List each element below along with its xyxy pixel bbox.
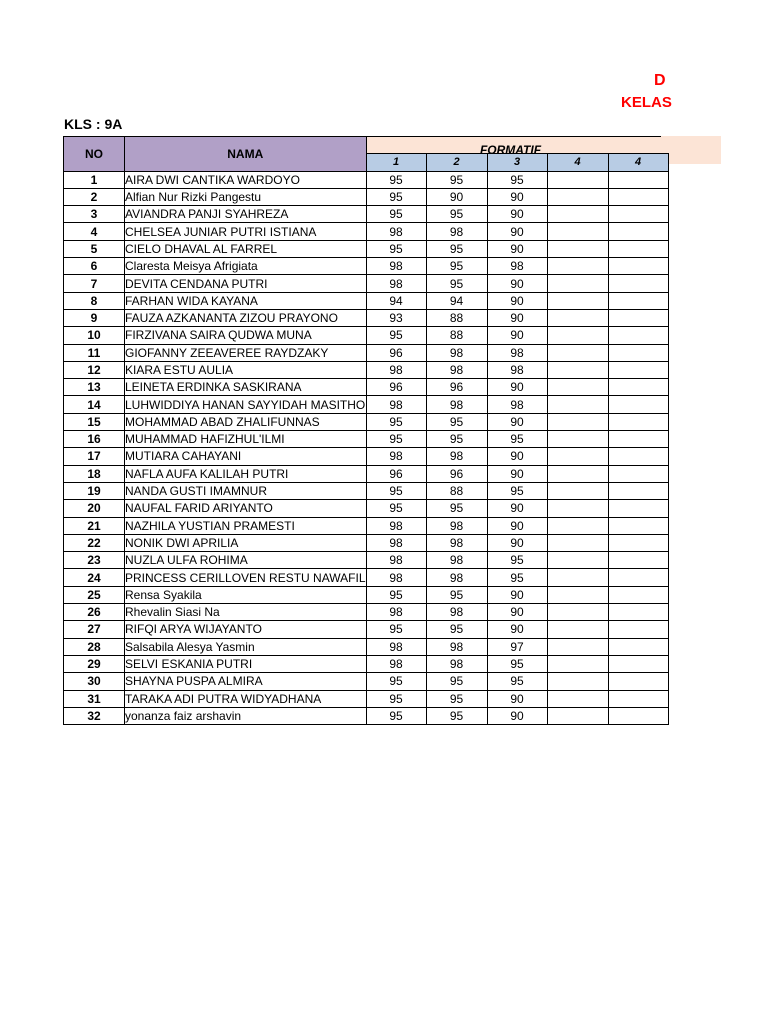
cell-no[interactable]: 23 [64, 552, 125, 569]
cell-formatif-3[interactable]: 95 [487, 171, 547, 188]
cell-formatif-1[interactable]: 98 [366, 275, 426, 292]
cell-nama[interactable]: SELVI ESKANIA PUTRI [125, 655, 367, 672]
class-title-fragment: KELAS [621, 94, 672, 111]
cell-nama[interactable]: PRINCESS CERILLOVEN RESTU NAWAFIL [125, 570, 366, 585]
cell-formatif-1[interactable]: 98 [366, 534, 426, 551]
cell-formatif-2[interactable]: 95 [426, 258, 487, 275]
cell-no[interactable]: 27 [64, 621, 125, 638]
cell-formatif-3[interactable]: 90 [487, 448, 547, 465]
cell-formatif-1[interactable]: 93 [366, 309, 426, 326]
cell-nama[interactable]: Claresta Meisya Afrigiata [125, 258, 367, 275]
header-formatif-2[interactable]: 2 [426, 154, 487, 171]
cell-formatif-2[interactable]: 95 [426, 413, 487, 430]
table-row [64, 292, 669, 309]
cell-no[interactable]: 17 [64, 448, 125, 465]
table-row [64, 500, 669, 517]
cell-formatif-1[interactable]: 95 [366, 327, 426, 344]
table-row [64, 534, 669, 551]
cell-formatif-2[interactable]: 98 [426, 517, 487, 534]
cell-formatif-3[interactable]: 90 [487, 690, 547, 707]
cell-formatif-4[interactable] [547, 690, 608, 707]
table-row [64, 361, 669, 378]
cell-formatif-1[interactable]: 95 [366, 413, 426, 430]
cell-formatif-3[interactable]: 98 [487, 344, 547, 361]
table-row [64, 569, 669, 586]
table-row [64, 327, 669, 344]
cell-formatif-2[interactable]: 94 [426, 292, 487, 309]
cell-formatif-5[interactable] [608, 206, 668, 223]
cell-no[interactable]: 1 [64, 171, 125, 188]
table-row [64, 673, 669, 690]
cell-formatif-2[interactable]: 88 [426, 309, 487, 326]
cell-formatif-4[interactable] [547, 361, 608, 378]
cell-formatif-4[interactable] [547, 465, 608, 482]
cell-formatif-1[interactable]: 95 [366, 707, 426, 724]
cell-formatif-4[interactable] [547, 344, 608, 361]
cell-nama[interactable]: Alfian Nur Rizki Pangestu [125, 188, 367, 205]
cell-formatif-4[interactable] [547, 534, 608, 551]
cell-nama[interactable]: FARHAN WIDA KAYANA [125, 292, 367, 309]
cell-formatif-3[interactable]: 90 [487, 240, 547, 257]
cell-no[interactable]: 32 [64, 707, 125, 724]
cell-formatif-4[interactable] [547, 673, 608, 690]
cell-formatif-4[interactable] [547, 292, 608, 309]
table-row [64, 240, 669, 257]
cell-formatif-2[interactable]: 98 [426, 344, 487, 361]
header-no[interactable]: NO [64, 137, 125, 172]
table-row [64, 258, 669, 275]
cell-formatif-2[interactable]: 98 [426, 604, 487, 621]
cell-nama[interactable]: FIRZIVANA SAIRA QUDWA MUNA [125, 327, 367, 344]
cell-no[interactable]: 8 [64, 292, 125, 309]
cell-no[interactable]: 18 [64, 465, 125, 482]
cell-formatif-3[interactable]: 90 [487, 604, 547, 621]
header-nama[interactable]: NAMA [125, 137, 367, 172]
cell-formatif-4[interactable] [547, 240, 608, 257]
cell-nama[interactable]: NANDA GUSTI IMAMNUR [125, 482, 367, 499]
table-row [64, 465, 669, 482]
cell-formatif-1[interactable]: 95 [366, 431, 426, 448]
table-row [64, 171, 669, 188]
cell-formatif-1[interactable]: 96 [366, 344, 426, 361]
cell-formatif-3[interactable]: 90 [487, 586, 547, 603]
cell-formatif-5[interactable] [608, 327, 668, 344]
cell-nama[interactable]: AVIANDRA PANJI SYAHREZA [125, 206, 367, 223]
cell-nama[interactable]: MOHAMMAD ABAD ZHALIFUNNAS [125, 413, 367, 430]
cell-formatif-5[interactable] [608, 690, 668, 707]
cell-formatif-2[interactable]: 88 [426, 327, 487, 344]
table-row [64, 690, 669, 707]
cell-formatif-2[interactable]: 98 [426, 448, 487, 465]
cell-formatif-1[interactable]: 98 [366, 448, 426, 465]
cell-formatif-4[interactable] [547, 413, 608, 430]
cell-formatif-5[interactable] [608, 621, 668, 638]
cell-formatif-3[interactable]: 98 [487, 258, 547, 275]
cell-formatif-2[interactable]: 95 [426, 240, 487, 257]
cell-formatif-4[interactable] [547, 586, 608, 603]
cell-formatif-1[interactable]: 98 [366, 361, 426, 378]
cell-formatif-5[interactable] [608, 448, 668, 465]
cell-formatif-5[interactable] [608, 707, 668, 724]
cell-formatif-4[interactable] [547, 431, 608, 448]
cell-nama[interactable]: NAUFAL FARID ARIYANTO [125, 500, 367, 517]
cell-formatif-5[interactable] [608, 638, 668, 655]
cell-no[interactable]: 15 [64, 413, 125, 430]
cell-no[interactable]: 16 [64, 431, 125, 448]
table-row [64, 655, 669, 672]
table-row [64, 604, 669, 621]
cell-no[interactable]: 9 [64, 309, 125, 326]
cell-formatif-1[interactable]: 95 [366, 171, 426, 188]
cell-no[interactable]: 21 [64, 517, 125, 534]
formatif-header: FORMATIF [360, 136, 661, 164]
cell-formatif-1[interactable]: 95 [366, 673, 426, 690]
cell-formatif-4[interactable] [547, 223, 608, 240]
cell-formatif-2[interactable]: 90 [426, 188, 487, 205]
table-row [64, 275, 669, 292]
cell-formatif-3[interactable]: 95 [487, 569, 547, 586]
header-formatif-1[interactable]: 1 [366, 154, 426, 171]
cell-nama[interactable]: Rhevalin Siasi Na [125, 604, 367, 621]
cell-formatif-5[interactable] [608, 292, 668, 309]
cell-formatif-1[interactable]: 95 [366, 690, 426, 707]
cell-formatif-4[interactable] [547, 655, 608, 672]
table-row [64, 586, 669, 603]
cell-formatif-3[interactable]: 90 [487, 413, 547, 430]
cell-formatif-1[interactable]: 95 [366, 500, 426, 517]
cell-formatif-2[interactable]: 96 [426, 379, 487, 396]
cell-formatif-4[interactable] [547, 448, 608, 465]
cell-formatif-2[interactable]: 98 [426, 361, 487, 378]
cell-no[interactable]: 31 [64, 690, 125, 707]
cell-formatif-2[interactable]: 95 [426, 586, 487, 603]
cell-formatif-5[interactable] [608, 534, 668, 551]
cell-formatif-3[interactable]: 95 [487, 655, 547, 672]
cell-formatif-3[interactable]: 90 [487, 188, 547, 205]
cell-nama[interactable]: CIELO DHAVAL AL FARREL [125, 240, 367, 257]
cell-formatif-3[interactable]: 90 [487, 309, 547, 326]
cell-formatif-1[interactable]: 98 [366, 223, 426, 240]
cell-formatif-5[interactable] [608, 258, 668, 275]
cell-formatif-2[interactable]: 98 [426, 655, 487, 672]
cell-no[interactable]: 20 [64, 500, 125, 517]
cell-no[interactable]: 6 [64, 258, 125, 275]
cell-formatif-4[interactable] [547, 379, 608, 396]
cell-formatif-1[interactable]: 98 [366, 552, 426, 569]
cell-no[interactable]: 22 [64, 534, 125, 551]
cell-no[interactable]: 26 [64, 604, 125, 621]
cell-formatif-5[interactable] [608, 569, 668, 586]
cell-formatif-1[interactable]: 98 [366, 396, 426, 413]
cell-nama[interactable]: DEVITA CENDANA PUTRI [125, 275, 367, 292]
table-row [64, 621, 669, 638]
cell-formatif-4[interactable] [547, 171, 608, 188]
cell-no[interactable]: 30 [64, 673, 125, 690]
table-row [64, 309, 669, 326]
cell-nama[interactable]: MUHAMMAD HAFIZHUL'ILMI [125, 431, 367, 448]
cell-no[interactable]: 12 [64, 361, 125, 378]
cell-nama[interactable]: Salsabila Alesya Yasmin [125, 638, 367, 655]
cell-formatif-2[interactable]: 98 [426, 638, 487, 655]
cell-formatif-4[interactable] [547, 500, 608, 517]
cell-formatif-1[interactable]: 95 [366, 586, 426, 603]
cell-formatif-3[interactable]: 97 [487, 638, 547, 655]
cell-formatif-4[interactable] [547, 552, 608, 569]
header-formatif-4[interactable]: 4 [547, 154, 608, 171]
cell-formatif-5[interactable] [608, 396, 668, 413]
cell-nama[interactable]: MUTIARA CAHAYANI [125, 448, 367, 465]
table-row [64, 396, 669, 413]
cell-nama[interactable]: TARAKA ADI PUTRA WIDYADHANA [125, 690, 367, 707]
table-row [64, 413, 669, 430]
cell-formatif-5[interactable] [608, 171, 668, 188]
header-formatif-3[interactable]: 3 [487, 154, 547, 171]
cell-formatif-2[interactable]: 95 [426, 621, 487, 638]
cell-formatif-4[interactable] [547, 188, 608, 205]
cell-formatif-3[interactable]: 90 [487, 534, 547, 551]
cell-formatif-1[interactable]: 98 [366, 258, 426, 275]
cell-formatif-4[interactable] [547, 206, 608, 223]
cell-no[interactable]: 11 [64, 344, 125, 361]
cell-formatif-3[interactable]: 90 [487, 275, 547, 292]
cell-formatif-4[interactable] [547, 638, 608, 655]
cell-no[interactable]: 28 [64, 638, 125, 655]
cell-formatif-2[interactable]: 95 [426, 673, 487, 690]
table-row [64, 517, 669, 534]
cell-formatif-2[interactable]: 98 [426, 569, 487, 586]
cell-formatif-5[interactable] [608, 552, 668, 569]
cell-formatif-5[interactable] [608, 188, 668, 205]
cell-no[interactable]: 5 [64, 240, 125, 257]
cell-formatif-3[interactable]: 90 [487, 206, 547, 223]
table-row [64, 552, 669, 569]
cell-formatif-2[interactable]: 95 [426, 690, 487, 707]
cell-formatif-5[interactable] [608, 240, 668, 257]
document-title-fragment: D [654, 72, 666, 89]
cell-formatif-5[interactable] [608, 379, 668, 396]
cell-formatif-1[interactable]: 98 [366, 517, 426, 534]
cell-formatif-5[interactable] [608, 500, 668, 517]
cell-formatif-3[interactable]: 98 [487, 396, 547, 413]
cell-formatif-4[interactable] [547, 707, 608, 724]
cell-formatif-2[interactable]: 96 [426, 465, 487, 482]
cell-formatif-3[interactable]: 90 [487, 621, 547, 638]
cell-no[interactable]: 4 [64, 223, 125, 240]
cell-formatif-1[interactable]: 95 [366, 621, 426, 638]
cell-formatif-5[interactable] [608, 482, 668, 499]
cell-formatif-1[interactable]: 95 [366, 482, 426, 499]
cell-no[interactable]: 14 [64, 396, 125, 413]
cell-formatif-1[interactable]: 96 [366, 465, 426, 482]
cell-nama[interactable]: FAUZA AZKANANTA ZIZOU PRAYONO [125, 309, 367, 326]
cell-formatif-5[interactable] [608, 275, 668, 292]
cell-formatif-5[interactable] [608, 413, 668, 430]
cell-nama[interactable]: NAZHILA YUSTIAN PRAMESTI [125, 517, 367, 534]
cell-no[interactable]: 3 [64, 206, 125, 223]
cell-formatif-3[interactable]: 90 [487, 465, 547, 482]
cell-formatif-5[interactable] [608, 309, 668, 326]
cell-formatif-1[interactable]: 98 [366, 604, 426, 621]
cell-formatif-4[interactable] [547, 604, 608, 621]
cell-formatif-3[interactable]: 90 [487, 707, 547, 724]
cell-nama[interactable]: GIOFANNY ZEEAVEREE RAYDZAKY [125, 344, 367, 361]
table-row [64, 448, 669, 465]
cell-formatif-2[interactable]: 95 [426, 431, 487, 448]
cell-formatif-2[interactable]: 95 [426, 275, 487, 292]
cell-formatif-2[interactable]: 95 [426, 707, 487, 724]
table-row [64, 482, 669, 499]
table-row [64, 379, 669, 396]
cell-no[interactable]: 7 [64, 275, 125, 292]
cell-formatif-1[interactable]: 95 [366, 188, 426, 205]
cell-no[interactable]: 13 [64, 379, 125, 396]
cell-formatif-1[interactable]: 96 [366, 379, 426, 396]
cell-no[interactable]: 25 [64, 586, 125, 603]
cell-formatif-4[interactable] [547, 396, 608, 413]
cell-formatif-2[interactable]: 98 [426, 534, 487, 551]
cell-formatif-4[interactable] [547, 569, 608, 586]
cell-no[interactable]: 2 [64, 188, 125, 205]
cell-nama[interactable]: NUZLA ULFA ROHIMA [125, 552, 367, 569]
cell-formatif-1[interactable]: 98 [366, 569, 426, 586]
cell-formatif-4[interactable] [547, 327, 608, 344]
table-row [64, 431, 669, 448]
cell-no[interactable]: 19 [64, 482, 125, 499]
cell-formatif-3[interactable]: 90 [487, 327, 547, 344]
cell-formatif-3[interactable]: 90 [487, 379, 547, 396]
cell-nama[interactable]: NONIK DWI APRILIA [125, 534, 367, 551]
header-formatif-4b[interactable]: 4 [608, 154, 668, 171]
table-row [64, 707, 669, 724]
cell-formatif-5[interactable] [608, 586, 668, 603]
cell-formatif-2[interactable]: 95 [426, 171, 487, 188]
cell-formatif-5[interactable] [608, 465, 668, 482]
cell-formatif-3[interactable]: 90 [487, 292, 547, 309]
cell-formatif-5[interactable] [608, 673, 668, 690]
cell-formatif-2[interactable]: 95 [426, 500, 487, 517]
cell-formatif-4[interactable] [547, 482, 608, 499]
cell-no[interactable]: 10 [64, 327, 125, 344]
cell-formatif-5[interactable] [608, 361, 668, 378]
cell-formatif-5[interactable] [608, 655, 668, 672]
cell-nama[interactable]: LUHWIDDIYA HANAN SAYYIDAH MASITHO [125, 397, 366, 412]
table-row [64, 638, 669, 655]
table-row [64, 206, 669, 223]
cell-formatif-5[interactable] [608, 431, 668, 448]
cell-formatif-4[interactable] [547, 309, 608, 326]
table-row [64, 344, 669, 361]
cell-formatif-3[interactable]: 95 [487, 431, 547, 448]
cell-nama[interactable]: KIARA ESTU AULIA [125, 361, 367, 378]
cell-formatif-1[interactable]: 98 [366, 655, 426, 672]
cell-formatif-2[interactable]: 98 [426, 396, 487, 413]
cell-formatif-3[interactable]: 95 [487, 673, 547, 690]
cell-formatif-2[interactable]: 98 [426, 223, 487, 240]
cell-formatif-1[interactable]: 98 [366, 638, 426, 655]
cell-formatif-1[interactable]: 94 [366, 292, 426, 309]
cell-nama[interactable]: AIRA DWI CANTIKA WARDOYO [125, 171, 367, 188]
cell-formatif-3[interactable]: 90 [487, 517, 547, 534]
cell-formatif-4[interactable] [547, 258, 608, 275]
cell-no[interactable]: 29 [64, 655, 125, 672]
cell-nama[interactable]: Rensa Syakila [125, 586, 367, 603]
cell-nama[interactable]: yonanza faiz arshavin [125, 707, 367, 724]
cell-formatif-2[interactable]: 95 [426, 206, 487, 223]
cell-nama[interactable]: RIFQI ARYA WIJAYANTO [125, 621, 367, 638]
table-row [64, 223, 669, 240]
cell-formatif-3[interactable]: 90 [487, 500, 547, 517]
table-row [64, 188, 669, 205]
cell-formatif-5[interactable] [608, 344, 668, 361]
cell-formatif-5[interactable] [608, 223, 668, 240]
grade-table [63, 136, 669, 725]
cell-formatif-5[interactable] [608, 604, 668, 621]
cell-nama[interactable]: LEINETA ERDINKA SASKIRANA [125, 379, 367, 396]
cell-nama[interactable]: SHAYNA PUSPA ALMIRA [125, 673, 367, 690]
cell-formatif-3[interactable]: 95 [487, 552, 547, 569]
cell-formatif-1[interactable]: 95 [366, 206, 426, 223]
cell-formatif-4[interactable] [547, 517, 608, 534]
cell-nama[interactable]: NAFLA AUFA KALILAH PUTRI [125, 465, 367, 482]
cell-nama[interactable]: CHELSEA JUNIAR PUTRI ISTIANA [125, 223, 367, 240]
cell-formatif-2[interactable]: 98 [426, 552, 487, 569]
cell-formatif-1[interactable]: 95 [366, 240, 426, 257]
cell-formatif-4[interactable] [547, 275, 608, 292]
class-label: KLS : 9A [64, 116, 123, 132]
cell-no[interactable]: 24 [64, 569, 125, 586]
cell-formatif-5[interactable] [608, 517, 668, 534]
cell-formatif-3[interactable]: 90 [487, 223, 547, 240]
cell-formatif-2[interactable]: 88 [426, 482, 487, 499]
cell-formatif-3[interactable]: 95 [487, 482, 547, 499]
cell-formatif-3[interactable]: 98 [487, 361, 547, 378]
cell-formatif-4[interactable] [547, 621, 608, 638]
